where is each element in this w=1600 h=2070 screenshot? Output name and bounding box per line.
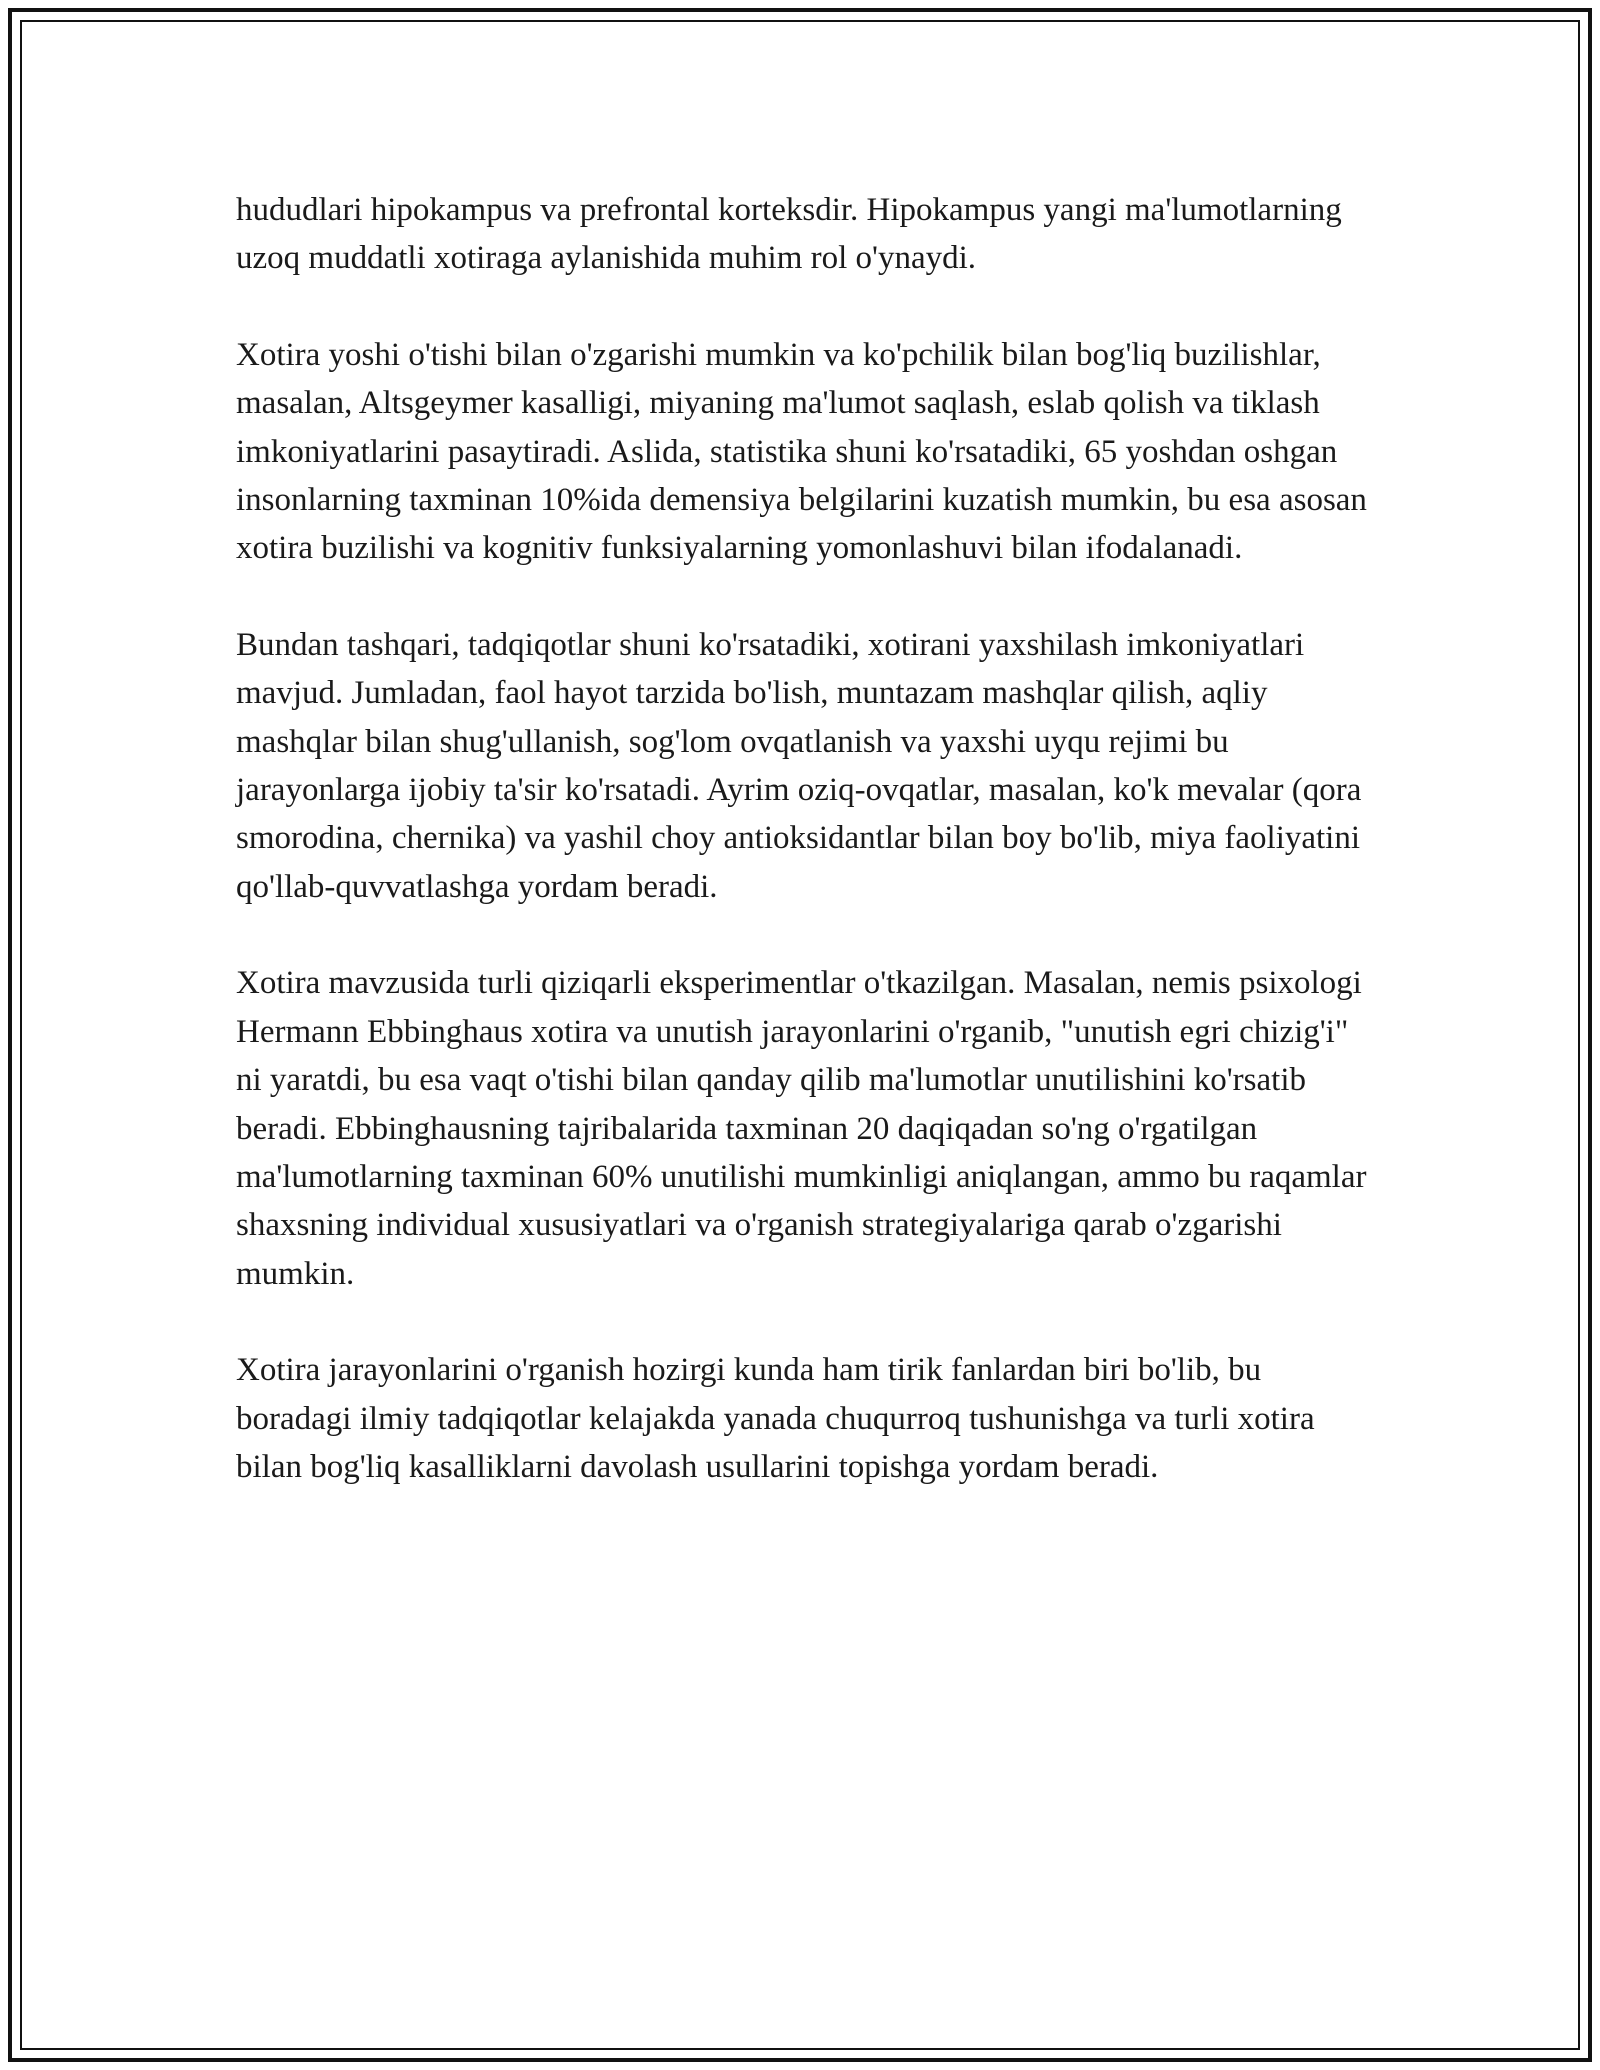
paragraph-2: Xotira yoshi o'tishi bilan o'zgarishi mumkin va ko'pchilik bilan bog'liq buzilishlar, masalan, Altsgeymer kasalligi, miyaning ma'lumot saqlash, eslab qolish va tiklash imkoniyatlarini pasaytiradi. Aslida, statistika shuni ko'rsatadiki, 65 yoshdan oshgan insonlarning taxminan 10%ida demensiya belgilarini kuzatish mumkin, bu esa asosan xotira buzilishi va kognitiv funksiyalarning yomonlashuvi bilan ifodalanadi.: [236, 336, 1367, 567]
paragraph-3: Bundan tashqari, tadqiqotlar shuni ko'rsatadiki, xotirani yaxshilash imkoniyatlari mavjud. Jumladan, faol hayot tarzida bo'lish, muntazam mashqlar qilish, aqliy mashqlar bilan shug'ullanish, sog'lom ovqatlanish va yaxshi uyqu rejimi bu jarayonlarga ijobiy ta'sir ko'rsatadi. Ayrim oziq-ovqatlar, masalan, ko'k mevalar (qora smorodina, chernika) va yashil choy antioksidantlar bilan boy bo'lib, miya faoliyatini qo'llab-quvvatlashga yordam beradi.: [236, 626, 1362, 905]
paragraph-4: Xotira mavzusida turli qiziqarli eksperimentlar o'tkazilgan. Masalan, nemis psixologi Hermann Ebbinghaus xotira va unutish jarayonlarini o'rganib, "unutish egri chizig'i" ni yaratdi, bu esa vaqt o'tishi bilan qanday qilib ma'lumotlar unutilishini ko'rsatib beradi. Ebbinghausning tajribalarida taxminan 20 daqiqadan so'ng o'rgatilgan ma'lumotlarning taxminan 60% unutilishi mumkinligi aniqlangan, ammo bu raqamlar shaxsning individual xususiyatlari va o'rganish strategiyalariga qarab o'zgarishi mumkin.: [236, 965, 1367, 1292]
paragraph-5: Xotira jarayonlarini o'rganish hozirgi kunda ham tirik fanlardan biri bo'lib, bu boradagi ilmiy tadqiqotlar kelajakda yanada chuqurroq tushunishga va turli xotira bilan bog'liq kasalliklarni davolash usullarini topishga yordam beradi.: [236, 1352, 1315, 1485]
document-body: [236, 186, 1376, 1539]
paragraph-1: hududlari hipokampus va prefrontal korteksdir. Hipokampus yangi ma'lumotlarning uzoq muddatli xotiraga aylanishida muhim rol o'ynaydi.: [236, 192, 1342, 277]
